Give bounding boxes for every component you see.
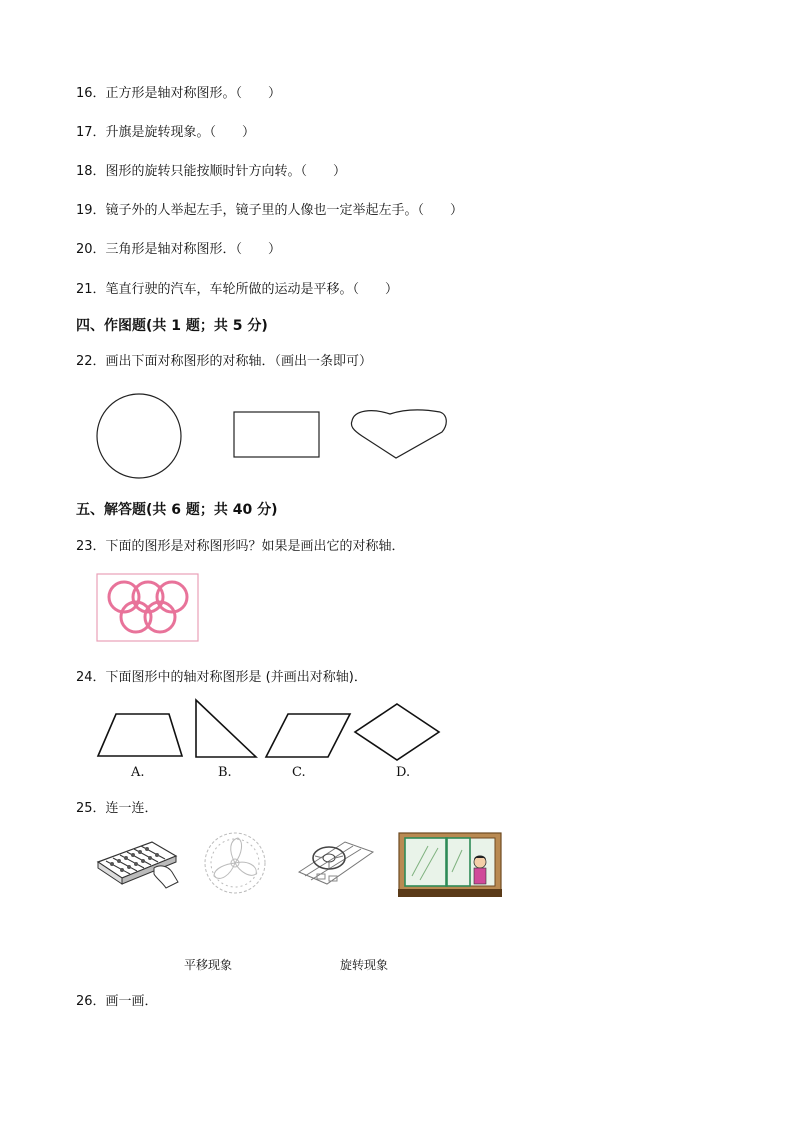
rotation-label: 旋转现象	[340, 958, 389, 972]
q23: 23．下面的图形是对称图形吗？如果是画出它的对称轴．	[76, 539, 405, 554]
sliding-window-picture	[398, 832, 502, 898]
section-5-heading: 五、解答题(共 6 题；共 40 分)	[76, 502, 278, 518]
section-4-heading: 四、作图题(共 1 题；共 5 分)	[76, 318, 268, 334]
q16: 16．正方形是轴对称图形。（ ）	[76, 86, 282, 101]
parallelogram-shape	[266, 714, 350, 757]
q26: 26．画一画．	[76, 994, 158, 1009]
option-c-label: C.	[292, 765, 306, 780]
q17: 17．升旗是旋转现象。（ ）	[76, 125, 256, 140]
option-b-label: B.	[218, 765, 232, 780]
trapezoid-shape	[98, 714, 182, 756]
steering-wheel-picture	[295, 832, 375, 894]
fan-picture	[200, 830, 270, 896]
q21: 21．笔直行驶的汽车，车轮所做的运动是平移。（ ）	[76, 282, 399, 297]
q24-shapes	[96, 698, 446, 762]
translation-label: 平移现象	[184, 958, 233, 972]
q22: 22．画出下面对称图形的对称轴．（画出一条即可）	[76, 354, 373, 369]
circle-figure	[97, 394, 181, 478]
right-triangle-shape	[196, 700, 256, 757]
abacus-picture	[96, 838, 180, 890]
option-a-label: A.	[131, 765, 145, 780]
rhombus-shape	[355, 704, 439, 760]
q20: 20．三角形是轴对称图形．（ ）	[76, 242, 282, 257]
q23-rings-figure	[96, 573, 200, 643]
q19: 19．镜子外的人举起左手，镜子里的人像也一定举起左手。（ ）	[76, 203, 464, 218]
option-d-label: D.	[396, 765, 411, 780]
q18: 18．图形的旋转只能按顺时针方向转。（ ）	[76, 164, 347, 179]
heart-figure	[351, 410, 446, 458]
q22-figures	[90, 388, 460, 488]
q25: 25．连一连．	[76, 801, 158, 816]
q24: 24．下面图形中的轴对称图形是 (并画出对称轴)．	[76, 670, 367, 685]
rectangle-figure	[234, 412, 319, 457]
